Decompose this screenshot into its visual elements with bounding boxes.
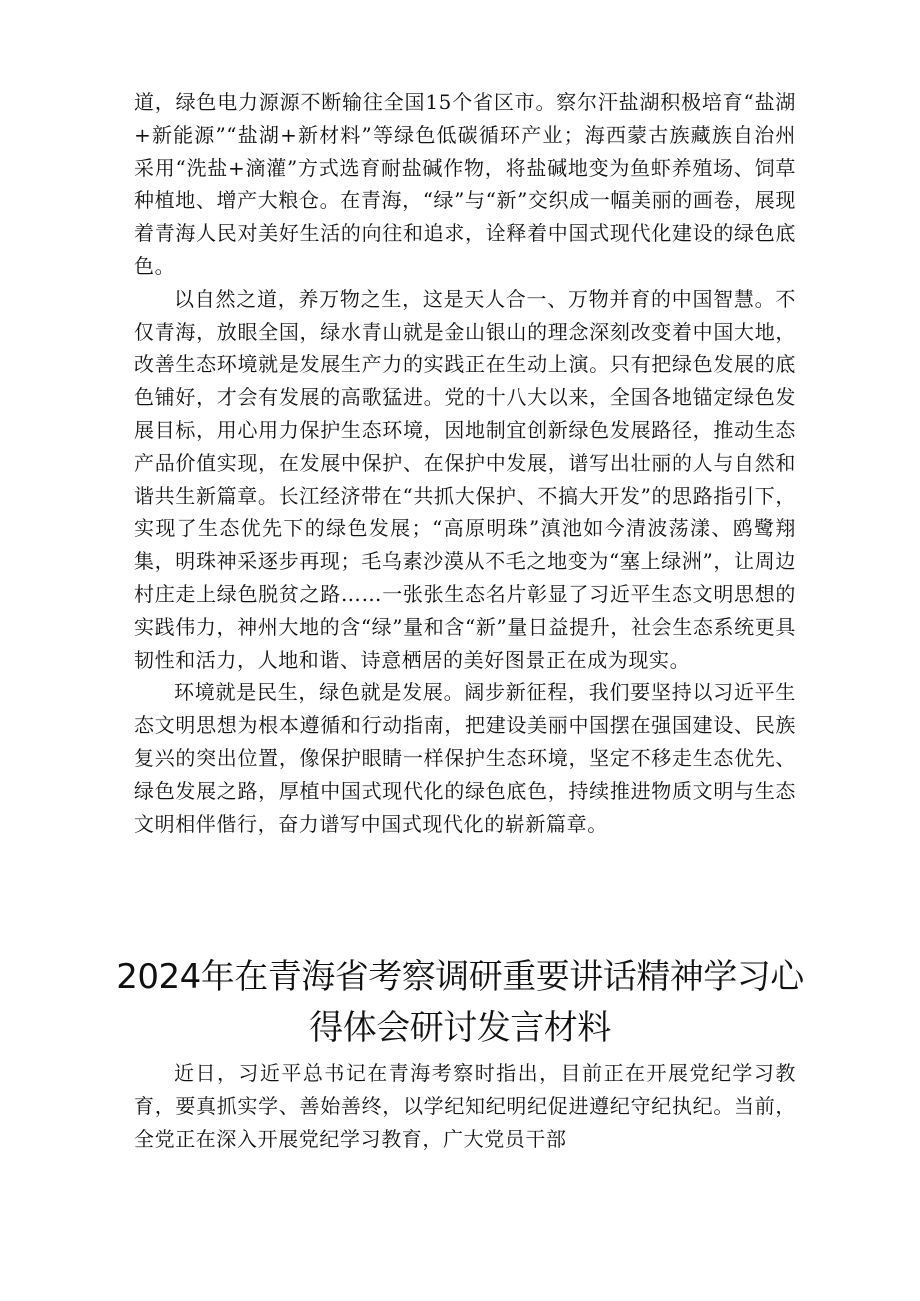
second-article-body [134, 1057, 796, 1155]
paragraph-conclusion: 环境就是民生，绿色就是发展。阔步新征程，我们要坚持以习近平生态文明思想为根本遵循和行动指南，把建设美丽中国摆在强国建设、民族复兴的突出位置，像保护眼睛一样保护生态环境，坚定不移走生态优先、绿色发展之路，厚植中国式现代化的绿色底色，持续推进物质文明与生态文明相伴偕行，奋力谱写中国式现代化的崭新篇章。 [134, 680, 796, 836]
first-article-body [134, 86, 796, 840]
paragraph-opening: 近日，习近平总书记在青海考察时指出，目前正在开展党纪学习教育，要真抓实学、善始善终，以学纪知纪明纪促进遵纪守纪执纪。当前，全党正在深入开展党纪学习教育，广大党员干部 [134, 1061, 796, 1151]
article-title: 2024年在青海省考察调研重要讲话精神学习心得体会研讨发言材料 [116, 957, 804, 1048]
paragraph-continued: 道，绿色电力源源不断输往全国15个省区市。察尔汗盐湖积极培育“盐湖+新能源”“盐湖+新材料”等绿色低碳循环产业；海西蒙古族藏族自治州采用“洗盐+滴灌”方式选育耐盐碱作物，将盐碱地变为鱼虾养殖场、饲草种植地、增产大粮仓。在青海，“绿”与“新”交织成一幅美丽的画卷，展现着青海人民对美好生活的向往和追求，诠释着中国式现代化建设的绿色底色。 [134, 90, 796, 278]
paragraph-nature-wisdom: 以自然之道，养万物之生，这是天人合一、万物并育的中国智慧。不仅青海，放眼全国，绿水青山就是金山银山的理念深刻改变着中国大地，改善生态环境就是发展生产力的实践正在生动上演。只有把绿色发展的底色铺好，才会有发展的高歌猛进。党的十八大以来，全国各地锚定绿色发展目标，用心用力保护生态环境，因地制宜创新绿色发展路径，推动生态产品价值实现，在发展中保护、在保护中发展，谱写出壮丽的人与自然和谐共生新篇章。长江经济带在“共抓大保护、不搞大开发”的思路指引下，实现了生态优先下的绿色发展；“高原明珠”滇池如今清波荡漾、鸥鹭翔集，明珠神采逐步再现；毛乌素沙漠从不毛之地变为“塞上绿洲”，让周边村庄走上绿色脱贫之路……一张张生态名片彰显了习近平生态文明思想的实践伟力，神州大地的含“绿”量和含“新”量日益提升，社会生态系统更具韧性和活力，人地和谐、诗意栖居的美好图景正在成为现实。 [134, 286, 796, 672]
